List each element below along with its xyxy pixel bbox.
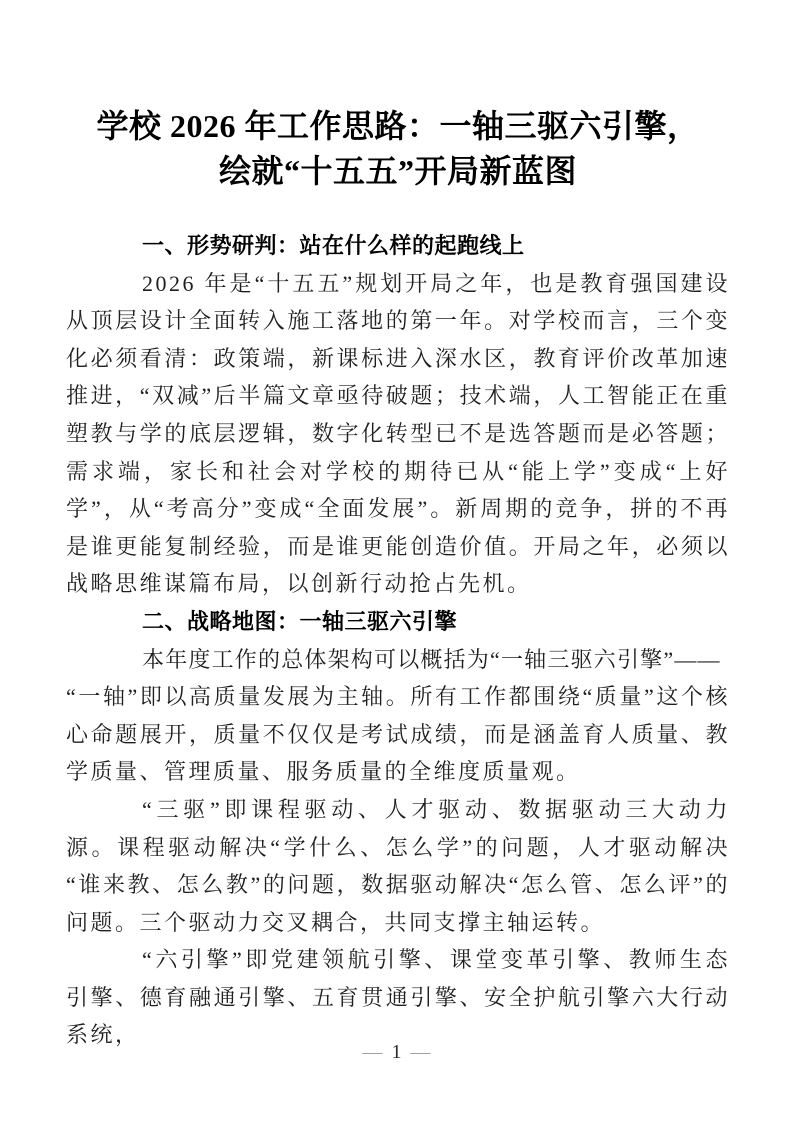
- section-heading-strategy-map: 二、战略地图：一轴三驱六引擎: [142, 608, 458, 634]
- page-footer: [0, 1040, 793, 1064]
- document-body: [66, 227, 730, 1054]
- section-heading-situation-analysis: 一、形势研判：站在什么样的起跑线上: [142, 233, 525, 258]
- document-title-line-2: 绘就“十五五”开局新蓝图: [218, 153, 577, 189]
- footer-dash-left: —: [362, 1041, 383, 1063]
- document-title: [66, 104, 730, 194]
- footer-dash-right: —: [410, 1041, 431, 1063]
- paragraph-six-engines: “六引擎”即党建领航引擎、课堂变革引擎、教师生态引擎、德育融通引擎、五育贯通引擎、安全护航引擎六大行动系统，: [66, 947, 730, 1048]
- page-number: 1: [391, 1041, 402, 1063]
- document-title-line-1: 学校 2026 年工作思路：一轴三驱六引擎，: [96, 108, 700, 144]
- paragraph-three-drives: “三驱”即课程驱动、人才驱动、数据驱动三大动力源。课程驱动解决“学什么、怎么学”的问题，人才驱动解决“谁来教、怎么教”的问题，数据驱动解决“怎么管、怎么评”的问题。三个驱动力交叉耦合，共同支撑主轴运转。: [66, 796, 730, 935]
- paragraph-one-axis: “一轴”即以高质量发展为主轴。所有工作都围绕“质量”这个核心命题展开，质量不仅仅是考试成绩，而是涵盖育人质量、教学质量、管理质量、服务质量的全维度质量观。: [66, 684, 730, 785]
- paragraph-situation-analysis: 2026 年是“十五五”规划开局之年，也是教育强国建设从顶层设计全面转入施工落地的第一年。对学校而言，三个变化必须看清：政策端，新课标进入深水区，教育评价改革加速推进，“双减”后半篇文章亟待破题；技术端，人工智能正在重塑教与学的底层逻辑，数字化转型已不是选答题而是必答题；需求端，家长和社会对学校的期待已从“能上学”变成“上好学”，从“考高分”变成“全面发展”。新周期的竞争，拼的不再是谁更能复制经验，而是谁更能创造价值。开局之年，必须以战略思维谋篇布局，以创新行动抢占先机。: [66, 270, 730, 597]
- paragraph-strategy-overview-lead: 本年度工作的总体架构可以概括为“一轴三驱六引擎”——: [142, 646, 721, 672]
